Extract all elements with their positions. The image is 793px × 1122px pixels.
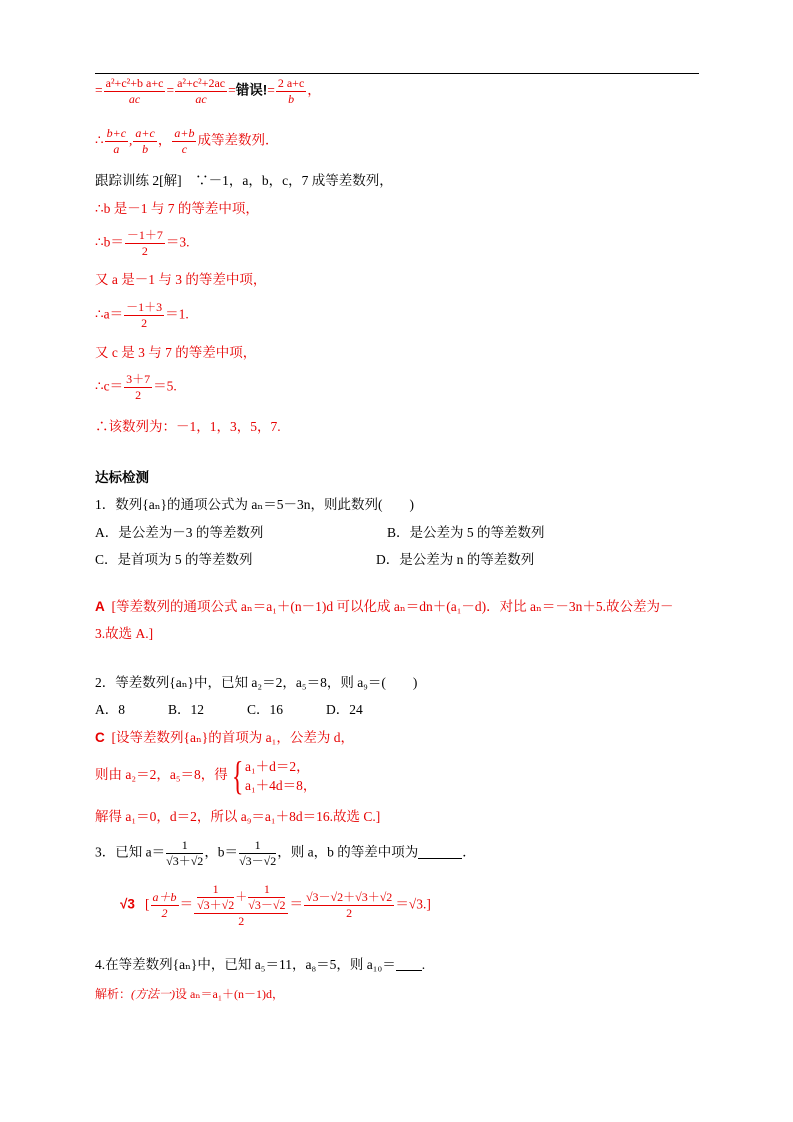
fraction-denominator: 2 <box>346 906 353 920</box>
answer-letter: A <box>95 599 105 614</box>
fraction-denominator: c <box>181 142 188 156</box>
answer-blank <box>396 958 422 971</box>
line-tail: ＝√3.] <box>395 896 431 912</box>
line-tail: ＝5. <box>153 378 177 394</box>
system-equation-2: a₁＋4d＝8， <box>244 777 317 793</box>
fraction-numerator: 3＋7 <box>126 372 151 386</box>
fraction-denominator: 2 <box>135 388 142 402</box>
stem-text: 4.在等差数列{aₙ}中，已知 a₅＝11，a₈＝5，则 a₁₀＝ <box>95 957 396 972</box>
q2-stem: 2．等差数列{aₙ}中，已知 a₂＝2，a₅＝8，则 a₉＝( ) <box>95 675 418 690</box>
q1-stem: 1．数列{aₙ}的通项公式为 aₙ＝5－3n，则此数列( ) <box>95 497 414 512</box>
q4-stem <box>95 956 425 974</box>
fraction-numerator: －1＋3 <box>126 300 163 314</box>
q1-option-a: A．是公差为－3 的等差数列 <box>95 525 264 540</box>
fraction-denominator: b <box>142 142 149 156</box>
tracking-line-5 <box>95 300 189 331</box>
plus-sign: ＋ <box>235 889 248 904</box>
answer-letter: C <box>95 730 105 745</box>
q3-answer <box>120 882 431 929</box>
answer-value: √3 <box>120 896 135 912</box>
system-equation-1: a₁＋d＝2， <box>244 758 310 774</box>
answer-blank <box>418 846 462 859</box>
fraction-numerator <box>194 882 288 914</box>
equals-sign: ＝ <box>179 896 194 912</box>
q2-answer-line-2 <box>95 752 317 798</box>
fraction-denominator: √3＋√2 <box>166 854 204 868</box>
answer-explanation: [等差数列的通项公式 aₙ＝a₁＋(n－1)d 可以化成 aₙ＝dn＋(a₁－d)．对比 aₙ＝－3n＋5.故公差为－ <box>111 599 674 614</box>
section-title: 达标检测 <box>95 470 149 485</box>
fraction-denominator: 2 <box>141 244 148 258</box>
fraction <box>105 126 128 157</box>
analysis-text: 设 aₙ＝a₁＋(n－1)d， <box>175 987 285 1001</box>
fraction-numerator: 1 <box>239 838 276 854</box>
line-tail: ＝1. <box>165 306 189 322</box>
line-tail: 成等差数列． <box>197 132 279 148</box>
line-prefix: ∴a＝ <box>95 306 124 322</box>
fraction <box>276 76 306 107</box>
fraction-denominator: √3－√2 <box>248 898 286 912</box>
q1-option-d: D．是公差为 n 的等差数列 <box>376 552 535 567</box>
fraction-numerator: b+c <box>106 126 127 140</box>
separator: , <box>129 132 133 148</box>
analysis-method: (方法一) <box>131 987 176 1001</box>
q4-analysis <box>95 985 284 1003</box>
fraction-numerator: 2 a+c <box>277 76 305 90</box>
q2-answer-line-3: 解得 a₁＝0，d＝2，所以 a₉＝a₁＋8d＝16.故选 C.] <box>95 809 381 824</box>
fraction-numerator: 1 <box>248 882 285 898</box>
fraction-denominator: 2 <box>161 906 168 920</box>
punctuation: ． <box>462 844 476 860</box>
tracking-line-3 <box>95 228 189 259</box>
stem-text: ，则 a，b 的等差中项为 <box>277 844 419 860</box>
equals-sign: ＝ <box>289 896 303 912</box>
q3-stem <box>95 838 476 869</box>
fraction-denominator: 2 <box>141 316 148 330</box>
fraction <box>104 76 166 107</box>
tracking-line-1: 跟踪训练 2[解] ∵－1，a，b，c，7 成等差数列， <box>95 173 393 188</box>
q2-answer-line-1 <box>95 729 354 747</box>
fraction-numerator: a+c <box>135 126 155 140</box>
fraction-denominator: √3－√2 <box>239 854 277 868</box>
error-text: 错误! <box>235 82 268 98</box>
line-prefix: ∴b＝ <box>95 234 124 250</box>
fraction-numerator: √3－√2＋√3＋√2 <box>305 890 393 904</box>
bracket-open: [ <box>145 896 150 912</box>
q2-option-a: A．8 <box>95 702 125 717</box>
fraction-denominator: a <box>113 142 120 156</box>
fraction-numerator: a²+c²+2ac <box>177 76 226 90</box>
fraction <box>248 882 285 913</box>
tracking-line-8: ∴该数列为：－1，1，3，5，7. <box>95 419 281 434</box>
separator: ，b＝ <box>204 844 239 860</box>
therefore-symbol: ∴ <box>95 132 104 148</box>
line-prefix: 3．已知 a＝ <box>95 844 166 860</box>
q1-answer-line-1 <box>95 598 674 616</box>
fraction-denominator: ac <box>128 92 141 106</box>
punctuation: . <box>421 957 426 972</box>
fraction-denominator: 2 <box>238 914 245 928</box>
fraction <box>197 882 234 913</box>
equals-sign: = <box>166 82 175 98</box>
compound-fraction <box>194 882 288 929</box>
equals-sign: = <box>95 82 103 98</box>
q2-option-b: B．12 <box>168 702 205 717</box>
line-prefix: ∴c＝ <box>95 378 124 394</box>
tracking-line-4: 又 a 是－1 与 3 的等差中项， <box>95 272 267 287</box>
fraction <box>172 126 196 157</box>
analysis-label: 解析： <box>95 987 132 1001</box>
equation-system <box>245 757 316 795</box>
left-brace: { <box>231 752 244 798</box>
fraction <box>239 838 276 869</box>
header-rule <box>95 73 699 74</box>
fraction-denominator: √3＋√2 <box>197 898 235 912</box>
fraction <box>151 890 179 921</box>
prev-solution-line-2 <box>95 126 278 157</box>
line-tail: ＝3. <box>165 234 190 250</box>
fraction <box>175 76 227 107</box>
q2-option-c: C．16 <box>247 702 284 717</box>
fraction <box>304 890 394 921</box>
fraction-numerator: a+b <box>174 126 195 140</box>
fraction-numerator: a²+c²+b a+c <box>105 76 164 90</box>
q2-option-d: D．24 <box>326 702 363 717</box>
fraction-denominator: ac <box>195 92 207 106</box>
q1-option-b: B．是公差为 5 的等差数列 <box>387 525 545 540</box>
tracking-line-7 <box>95 372 177 403</box>
fraction-numerator: －1＋7 <box>126 228 163 242</box>
fraction-numerator: 1 <box>166 838 203 854</box>
separator: ， <box>157 132 172 148</box>
fraction-numerator: a＋b <box>152 890 177 904</box>
fraction <box>124 300 164 331</box>
fraction <box>133 126 156 157</box>
punctuation: ， <box>307 82 321 98</box>
tracking-line-2: ∴b 是－1 与 7 的等差中项， <box>95 201 259 216</box>
answer-explanation: [设等差数列{aₙ}的首项为 a₁，公差为 d， <box>111 730 354 745</box>
prev-solution-line-1 <box>95 76 321 107</box>
fraction <box>124 372 152 403</box>
fraction-denominator: b <box>288 92 295 106</box>
line-prefix: 则由 a₂＝2，a₅＝8，得 <box>95 767 228 782</box>
equals-sign: = <box>228 82 236 98</box>
q1-option-c: C．是首项为 5 的等差数列 <box>95 552 253 567</box>
fraction <box>125 228 165 259</box>
q1-answer-line-2: 3.故选 A.] <box>95 626 154 641</box>
tracking-line-6: 又 c 是 3 与 7 的等差中项， <box>95 345 257 360</box>
fraction-numerator: 1 <box>197 882 234 898</box>
equals-sign: = <box>267 82 275 98</box>
fraction <box>166 838 203 869</box>
